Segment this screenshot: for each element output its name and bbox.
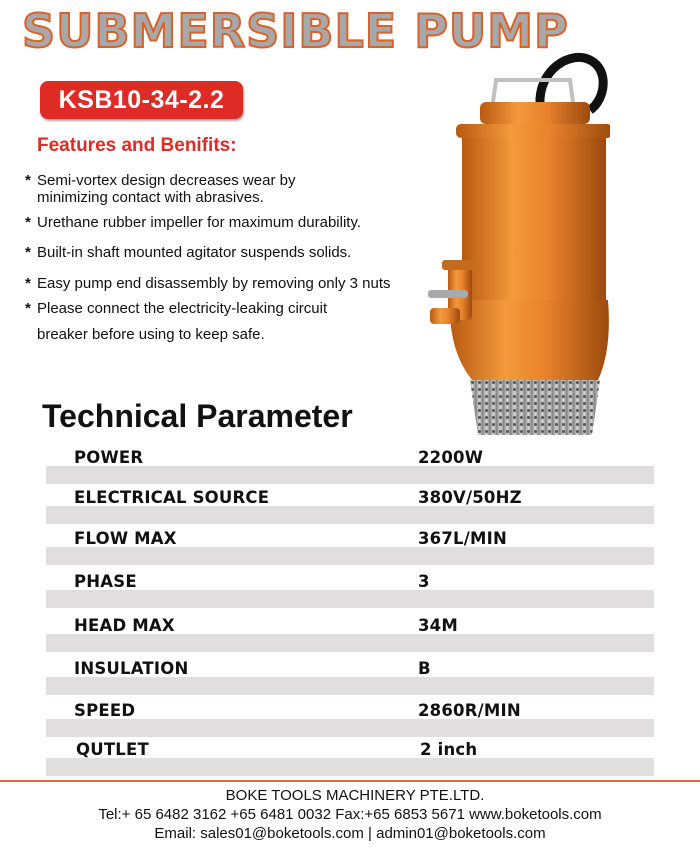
parameter-label: ELECTRICAL SOURCE [74, 488, 270, 507]
parameter-row [46, 657, 654, 695]
parameter-row [46, 486, 654, 524]
parameter-value: 2860R/MIN [418, 701, 521, 720]
feature-item [25, 214, 361, 231]
feature-item [25, 300, 327, 317]
feature-text: breaker before using to keep safe. [37, 326, 265, 343]
technical-heading: Technical Parameter [42, 398, 353, 434]
parameter-value: 380V/50HZ [418, 488, 522, 507]
parameter-value: 2 inch [420, 740, 478, 759]
bullet: * [25, 244, 31, 261]
page-title: SUBMERSIBLE PUMP [22, 4, 569, 58]
row-bar [46, 466, 654, 484]
parameter-label: FLOW MAX [74, 529, 177, 548]
parameter-row [46, 699, 654, 737]
feature-item [25, 326, 265, 343]
feature-text: Built-in shaft mounted agitator suspends solids. [37, 244, 352, 261]
parameter-label: SPEED [74, 701, 136, 720]
pump-image [420, 50, 610, 440]
parameter-row [46, 614, 654, 652]
parameter-label: PHASE [74, 572, 137, 591]
row-bar [46, 506, 654, 524]
parameter-value: 367L/MIN [418, 529, 507, 548]
email-line: Email: sales01@boketools.com | admin01@boketools.com [154, 825, 546, 842]
parameter-row [46, 446, 654, 484]
feature-text: Urethane rubber impeller for maximum durability. [37, 214, 362, 231]
company-name: BOKE TOOLS MACHINERY PTE.LTD. [225, 787, 485, 804]
parameter-value: 2200W [418, 448, 484, 467]
parameter-label: INSULATION [74, 659, 189, 678]
row-bar [46, 677, 654, 695]
bullet: * [25, 275, 31, 292]
bullet: * [25, 214, 31, 231]
feature-item [25, 275, 391, 292]
row-bar [46, 719, 654, 737]
feature-text: Easy pump end disassembly by removing only 3 nuts [37, 275, 391, 292]
footer [0, 786, 700, 843]
parameter-value: B [418, 659, 431, 678]
row-bar [46, 547, 654, 565]
parameter-value: 34M [418, 616, 458, 635]
bullet: * [25, 300, 31, 317]
row-bar [46, 634, 654, 652]
parameter-label: POWER [74, 448, 144, 467]
feature-text: Semi-vortex design decreases wear by minimizing contact with abrasives. [37, 172, 296, 206]
parameter-label: HEAD MAX [74, 616, 175, 635]
parameter-row [46, 738, 654, 776]
parameter-label: QUTLET [76, 740, 149, 759]
feature-text: Please connect the electricity-leaking circuit [37, 300, 328, 317]
parameter-value: 3 [418, 572, 430, 591]
model-badge: KSB10-34-2.2 [40, 81, 243, 119]
contact-line: Tel:+ 65 6482 3162 +65 6481 0032 Fax:+65 6853 5671 www.boketools.com [98, 806, 602, 823]
feature-item [25, 172, 337, 206]
footer-divider [0, 780, 700, 782]
row-bar [46, 590, 654, 608]
features-heading: Features and Benifits: [37, 135, 237, 156]
row-bar [46, 758, 654, 776]
bullet: * [25, 172, 31, 189]
parameter-row [46, 570, 654, 608]
parameter-row [46, 527, 654, 565]
feature-item [25, 244, 351, 261]
